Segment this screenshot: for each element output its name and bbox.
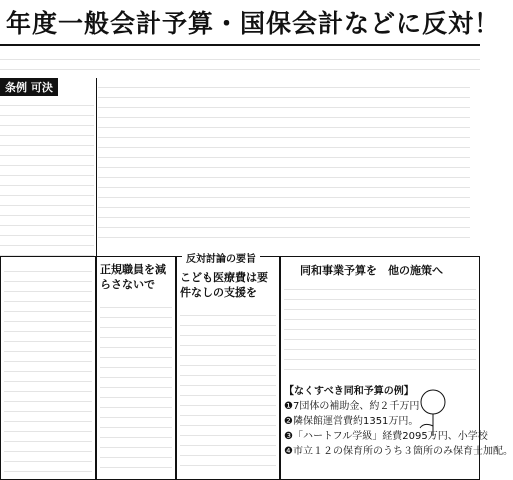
staffing-heading: 正規職員を減らさないで [100, 263, 166, 291]
intro-text-region [0, 50, 480, 72]
page-headline: 年度一般会計予算・国保会計などに反対！ [0, 0, 480, 44]
ordinance-tag: 条例 可決 [0, 78, 58, 96]
dowa-text [284, 280, 476, 378]
dowa-list-item: ❸「ハートフル学級」経費2095万円、小学校 [284, 431, 488, 442]
dowa-heading: 同和事業予算を 他の施策へ [300, 264, 443, 277]
dowa-list-item: ❶7団体の補助金、約２千万円 [284, 401, 420, 412]
dowa-list-item: ❷隣保館運営費約1351万円。 [284, 416, 419, 427]
medical-heading: こども医療費は要件なしの支援を [180, 271, 268, 299]
vertical-text-region [98, 78, 470, 246]
headline-rule [0, 44, 480, 46]
staffing-text [100, 298, 172, 472]
dowa-list-title: 【なくすべき同和予算の例】 [284, 386, 414, 397]
medical-text [180, 306, 276, 472]
opposition-label: 反対討論の要旨 [182, 250, 260, 265]
dowa-budget-list [284, 384, 513, 459]
left-column-text [0, 96, 94, 256]
dowa-list-item: ❹市立１２の保育所のうち３箇所のみ保育士加配。 [284, 446, 513, 457]
left-box-text [4, 262, 92, 472]
